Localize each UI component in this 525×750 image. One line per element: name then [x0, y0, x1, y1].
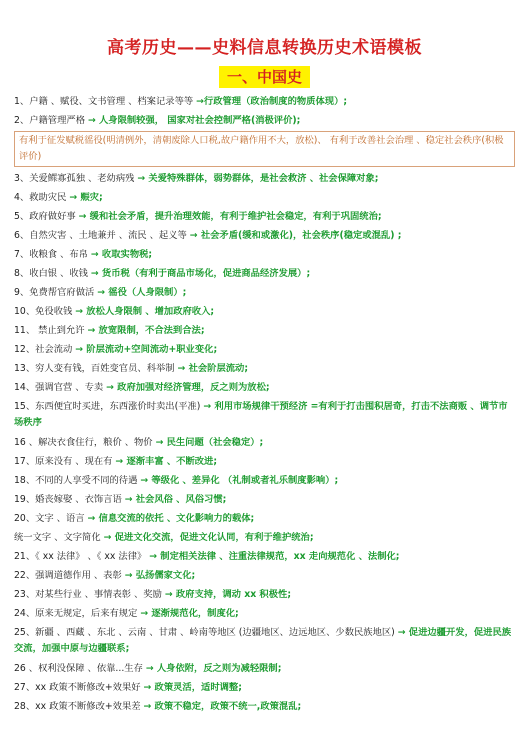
- term-result: → 缓和社会矛盾，提升治理效能，有利于维护社会稳定，有利于巩固统治;: [78, 211, 382, 222]
- term-result: → 阶层流动+空间流动+职业变化;: [75, 344, 218, 355]
- term-result: → 社会风俗 、风俗习惯;: [124, 494, 227, 505]
- term-item: [14, 92, 515, 111]
- term-result: → 徭役（人身限制）;: [97, 287, 187, 298]
- term-source: 13、穷人变有钱，百姓变官员、科举制: [14, 363, 178, 374]
- term-result: → 放松人身限制 、增加政府收入;: [75, 306, 215, 317]
- term-source: 26 、权利没保障 、依靠...生存: [14, 663, 146, 674]
- term-item: [14, 433, 515, 452]
- term-source: 2、户籍管理严格: [14, 115, 88, 126]
- term-result: → 制定相关法律 、注重法律规范，xx 走向规范化 、法制化;: [149, 551, 400, 562]
- term-result: → 逐渐丰富 、不断改进;: [115, 456, 218, 467]
- term-source: 23、对某些行业 、事情表彰 、奖励: [14, 589, 165, 600]
- term-item: [14, 697, 515, 716]
- term-result: → 社会矛盾(缓和或激化)，社会秩序(稳定或混乱) ;: [189, 230, 402, 241]
- term-source: 7、收粮食 、布帛: [14, 249, 91, 260]
- term-item: [14, 604, 515, 623]
- term-result: → 逐渐规范化，制度化;: [140, 608, 239, 619]
- term-list: [14, 92, 515, 716]
- term-result: → 货币税（有利于商品市场化，促进商品经济发展）;: [90, 268, 311, 279]
- term-result: → 社会阶层流动;: [177, 363, 249, 374]
- term-item: [14, 397, 515, 433]
- term-result: → 等级化 、差异化 （礼制或者礼乐制度影响）;: [140, 475, 339, 486]
- term-source: 4、救助灾民: [14, 192, 70, 203]
- section-header: 一、中国史: [219, 66, 310, 88]
- term-source: 5、政府做好事: [14, 211, 79, 222]
- term-result: → 政策不稳定，政策不统一,政策混乱;: [143, 701, 302, 712]
- term-item: [14, 623, 515, 659]
- term-item: [14, 245, 515, 264]
- term-source: 24、原来无规定，后来有规定: [14, 608, 141, 619]
- term-item: [14, 302, 515, 321]
- term-item: [14, 585, 515, 604]
- term-source: 21、《 xx 法律》 、《 xx 法律》: [14, 551, 150, 562]
- term-item: [14, 528, 515, 547]
- term-source: 8、收白银 、收钱: [14, 268, 91, 279]
- term-item: [14, 547, 515, 566]
- term-item: [14, 378, 515, 397]
- term-result: → 信息交流的依托 、文化影响力的载体;: [87, 513, 255, 524]
- term-result: → 利用市场规律干预经济 =有利于打击囤积居奇，打击不法商贩 、调节市场秩序: [14, 401, 508, 428]
- term-source: 25、新疆 、西藏 、东北 、云南 、甘肃 、岭南等地区 (边疆地区、边远地区、少数民族地区): [14, 627, 398, 638]
- term-source: 16 、解决衣食住行，粮价 、物价: [14, 437, 156, 448]
- term-item: [14, 509, 515, 528]
- term-source: 22、强调道德作用 、表彰: [14, 570, 125, 581]
- term-source: 10、免役收钱: [14, 306, 76, 317]
- term-source: 17、原来没有 、现在有: [14, 456, 116, 467]
- term-item: [14, 471, 515, 490]
- term-item: [14, 207, 515, 226]
- term-result: → 促进文化交流，促进文化认同，有利于维护统治;: [103, 532, 314, 543]
- term-result: → 收取实物税;: [90, 249, 153, 260]
- term-source: 12、社会流动: [14, 344, 76, 355]
- term-source: 19、婚丧嫁娶 、衣饰言语: [14, 494, 125, 505]
- term-result: →行政管理（政治制度的物质体现）;: [196, 96, 348, 107]
- term-item: [14, 321, 515, 340]
- boxed-note: 有利于征发赋税徭役(明清例外，清朝废除人口税,故户籍作用不大，放松)、 有利于改善社会治理 、稳定社会秩序(积极评价): [14, 131, 515, 167]
- term-source: 28、xx 政策不断修改+效果差: [14, 701, 144, 712]
- term-item: [14, 359, 515, 378]
- term-source: 统一文字 、文字简化: [14, 532, 104, 543]
- section-header-wrap: [14, 66, 515, 88]
- term-item: [14, 490, 515, 509]
- term-item: [14, 111, 515, 130]
- term-result: → 政府加强对经济管理，反之则为放松;: [106, 382, 270, 393]
- term-result: → 政策灵活，适时调整;: [143, 682, 242, 693]
- term-result: → 弘扬儒家文化;: [124, 570, 196, 581]
- term-result: → 政府支持，调动 xx 积极性;: [164, 589, 292, 600]
- term-item: [14, 566, 515, 585]
- term-item: [14, 659, 515, 678]
- term-source: 11、 禁止到允许: [14, 325, 88, 336]
- term-result: → 促进边疆开发，促进民族交流，加强中原与边疆联系;: [14, 627, 512, 654]
- term-source: 3、关爱鳏寡孤独 、老幼病残: [14, 173, 138, 184]
- page-title: 高考历史——史料信息转换历史术语模板: [107, 38, 422, 58]
- term-item: [14, 188, 515, 207]
- term-item: [14, 340, 515, 359]
- term-item: [14, 678, 515, 697]
- term-source: 14、强调官营 、专卖: [14, 382, 107, 393]
- term-source: 18、不同的人享受不同的待遇: [14, 475, 141, 486]
- term-result: → 关爱特殊群体，弱势群体，是社会救济 、社会保障对象;: [137, 173, 379, 184]
- term-item: [14, 452, 515, 471]
- term-item: [14, 283, 515, 302]
- term-item: [14, 226, 515, 245]
- term-result: → 民生问题（社会稳定）;: [155, 437, 264, 448]
- term-source: 27、xx 政策不断修改+效果好: [14, 682, 144, 693]
- term-result: → 人身限制较强， 国家对社会控制严格(消极评价);: [87, 115, 301, 126]
- term-result: → 人身依附，反之则为减轻限制;: [145, 663, 282, 674]
- term-source: 15、东西便宜时买进，东西涨价时卖出(平准): [14, 401, 204, 412]
- term-source: 1、户籍 、赋役、文书管理 、档案记录等等: [14, 96, 197, 107]
- term-item: [14, 264, 515, 283]
- term-item: [14, 169, 515, 188]
- term-result: → 赈灾;: [69, 192, 103, 203]
- term-result: → 放宽限制，不合法到合法;: [87, 325, 205, 336]
- term-source: 9、免费帮官府做活: [14, 287, 98, 298]
- term-source: 6、自然灾害 、土地兼并 、流民 、起义等: [14, 230, 190, 241]
- term-source: 20、文字 、语言: [14, 513, 88, 524]
